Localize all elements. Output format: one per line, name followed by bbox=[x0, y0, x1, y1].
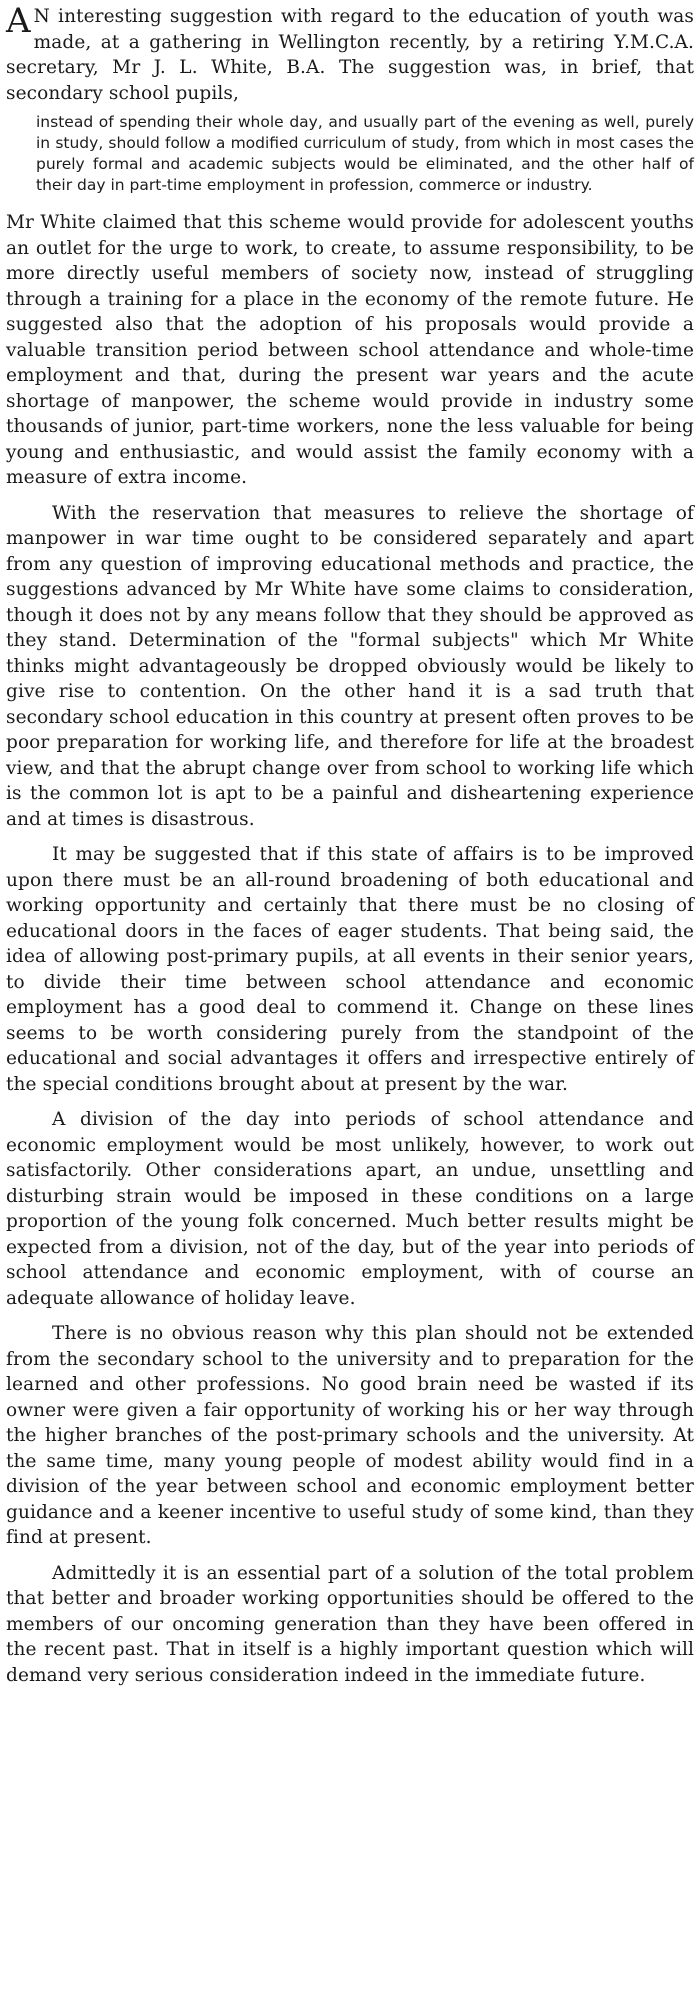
drop-cap-letter: A bbox=[6, 1, 31, 41]
paragraph-reservation: With the reservation that measures to relieve the shortage of manpower in war time ought to be considered separately and apart from any question of improving educational methods and practice, the suggestions advanced by Mr White have some claims to consideration, though it does not by any means follow that they should be approved as they stand. Determination of the "formal subjects" which Mr White thinks might advantageously be dropped obviously would be likely to give rise to contention. On the other hand it is a sad truth that secondary school education in this country at present often proves to be poor preparation for working life, and therefore for life at the broadest view, and that the abrupt change over from school to working life which is the common lot is apt to be a painful and disheartening experience and at times is disastrous. bbox=[6, 502, 694, 830]
lead-text: interesting suggestion with regard to the education of youth was made, at a gathering in Wellington recently, by a retiring Y.M.C.A. secretary, Mr J. L. White, B.A. The suggestion was, in brief, that secondary school pupils, bbox=[6, 6, 694, 104]
paragraph-division-of-day: A division of the day into periods of school attendance and economic employment would be most unlikely, however, to work out satisfactorily. Other considerations apart, an undue, unsettling and disturbing strain would be imposed in these conditions on a large proportion of the young folk concerned. Much better results might be expected from a division, not of the day, but of the year into periods of school attendance and economic employment, with of course an adequate allowance of holiday leave. bbox=[6, 1109, 694, 1309]
paragraph-mr-white-claims: Mr White claimed that this scheme would provide for adolescent youths an outlet for the urge to work, to create, to assume responsibility, to be more directly useful members of society now, instead of struggling through a training for a place in the economy of the remote future. He suggested also that the adoption of his proposals would provide a valuable transition period between school attendance and whole-time employment and that, during the present war years and the acute shortage of manpower, the scheme would provide in industry some thousands of junior, part-time workers, none the less valuable for being young and enthusiastic, and would assist the family economy with a measure of extra income. bbox=[6, 212, 694, 488]
lead-paragraph bbox=[6, 1, 694, 106]
paragraph-broadening-opportunity: It may be suggested that if this state of affairs is to be improved upon there must be an all-round broadening of both educational and working opportunity and certainly that there must be no closing of educational doors in the faces of eager students. That being said, the idea of allowing post-primary pupils, at all events in their senior years, to divide their time between school attendance and economic employment has a good deal to commend it. Change on these lines seems to be worth considering purely from the standpoint of the educational and social advantages it offers and irrespective entirely of the special conditions brought about at present by the war. bbox=[6, 844, 694, 1095]
paragraph-university-extension: There is no obvious reason why this plan should not be extended from the secondary school to the university and to preparation for the learned and other professions. No good brain need be wasted if its owner were given a fair opportunity of working his or her way through the higher branches of the post-primary schools and the university. At the same time, many young people of modest ability would find in a division of the year between school and economic employment better guidance and a keener incentive to useful study of some kind, than they find at present. bbox=[6, 1323, 694, 1548]
quoted-proposal: instead of spending their whole day, and usually part of the evening as well, purely in study, should follow a modified curriculum of study, from which in most cases the purely formal and academic subjects would be eliminated, and the other half of their day in part-time employment in profession, commerce or industry. bbox=[36, 113, 694, 194]
lead-small-caps: N bbox=[33, 6, 50, 27]
paragraph-working-opportunities: Admittedly it is an essential part of a solution of the total problem that better and broader working opportunities should be offered to the members of our oncoming generation than they have been offered in the recent past. That in itself is a highly important question which will demand very serious consideration indeed in the immediate future. bbox=[6, 1562, 694, 1686]
